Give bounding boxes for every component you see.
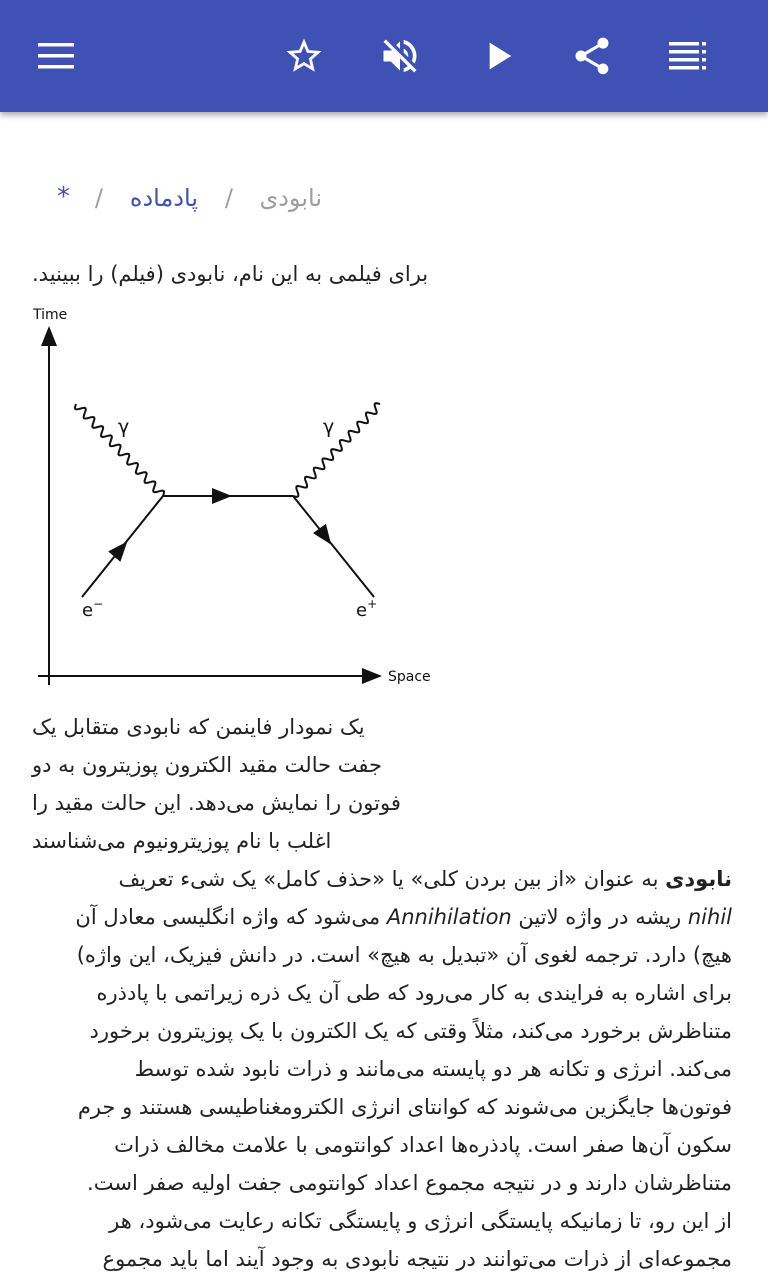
- breadcrumb: [0, 180, 768, 220]
- figure-caption: [32, 708, 432, 860]
- positron-label: e+: [356, 597, 378, 621]
- body-line: سکون آن‌ها صفر است. پادذره‌ها اعداد کوانتومی با علامت مخالف ذرات: [114, 1133, 732, 1157]
- electron-label: e−: [82, 597, 104, 621]
- space-axis-label: Space: [388, 669, 431, 685]
- body-line: هیچ) دارد. ترجمه لغوی آن «تبدیل به هیچ» است. در دانش فیزیک، این واژه): [76, 943, 732, 967]
- play-icon[interactable]: [466, 24, 530, 88]
- photon-left-label: γ: [118, 416, 130, 438]
- breadcrumb-current: نابودی: [259, 184, 322, 212]
- body-line: نابودی به عنوان «از بین بردن کلی» یا «حذف کامل» یک شیء تعریف: [118, 867, 732, 891]
- breadcrumb-parent-link[interactable]: پادماده: [129, 184, 198, 212]
- article-term: نابودی: [665, 867, 732, 891]
- share-icon[interactable]: [560, 24, 624, 88]
- body-line: متناظرشان دارند و در نتیجه مجموع اعداد کوانتومی جفت اولیه صفر است.: [87, 1171, 732, 1195]
- latin-word: nihil: [687, 905, 732, 929]
- latin-word: Annihilation: [386, 905, 512, 929]
- menu-icon[interactable]: [24, 24, 88, 88]
- volume-off-icon[interactable]: [368, 24, 432, 88]
- caption-line: جفت حالت مقید الکترون پوزیترون به دو: [32, 753, 382, 777]
- star-outline-icon[interactable]: [272, 24, 336, 88]
- caption-line: یک نمودار فاینمن که نابودی متقابل یک: [32, 715, 365, 739]
- time-axis-label: Time: [33, 307, 68, 323]
- breadcrumb-separator: /: [224, 184, 233, 212]
- caption-line: اغلب با نام پوزیترونیوم می‌شناسند: [32, 829, 332, 853]
- photon-right-label: γ: [323, 416, 335, 438]
- body-line: متناظرش برخورد می‌کند، مثلاً وقتی که یک الکترون با یک پوزیترون برخورد: [89, 1019, 732, 1043]
- breadcrumb-separator: /: [94, 184, 103, 212]
- positron-line: [293, 496, 374, 597]
- positron-arrow: [322, 532, 330, 543]
- hatnote: برای فیلمی به این نام، نابودی (فیلم) را ببینید.: [32, 262, 429, 286]
- body-line: nihil ریشه در واژه لاتین Annihilation می‌شود که واژه انگلیسی معادل آن: [75, 905, 732, 929]
- app-toolbar: [0, 0, 768, 112]
- body-line: فوتون‌ها جایگزین می‌شوند که کوانتای انرژی الکترومغناطیسی هستند و جرم: [77, 1095, 732, 1119]
- body-line: مجموعه‌ای از ذرات می‌توانند در نتیجه نابودی به وجود آیند اما باید مجموع: [102, 1247, 732, 1271]
- electron-arrow: [120, 543, 126, 550]
- playlist-icon[interactable]: [656, 24, 720, 88]
- caption-line: فوتون را نمایش می‌دهد. این حالت مقید را: [32, 791, 401, 815]
- body-line: از این رو، تا زمانیکه پایستگی انرژی و پایستگی تکانه رعایت می‌شود، هر: [109, 1209, 732, 1233]
- photon-right: [293, 403, 380, 497]
- feynman-diagram-figure[interactable]: [30, 300, 440, 695]
- feynman-diagram: [30, 300, 440, 695]
- breadcrumb-root-link[interactable]: *: [57, 182, 70, 212]
- body-line: می‌کند. انرژی و تکانه هر دو پایسته می‌مانند و ذرات نابود شده توسط: [134, 1057, 732, 1081]
- article-body: [32, 860, 732, 1278]
- body-line: برای اشاره به فرایندی به کار می‌رود که طی آن یک ذره زیراتمی با پادذره: [96, 981, 732, 1005]
